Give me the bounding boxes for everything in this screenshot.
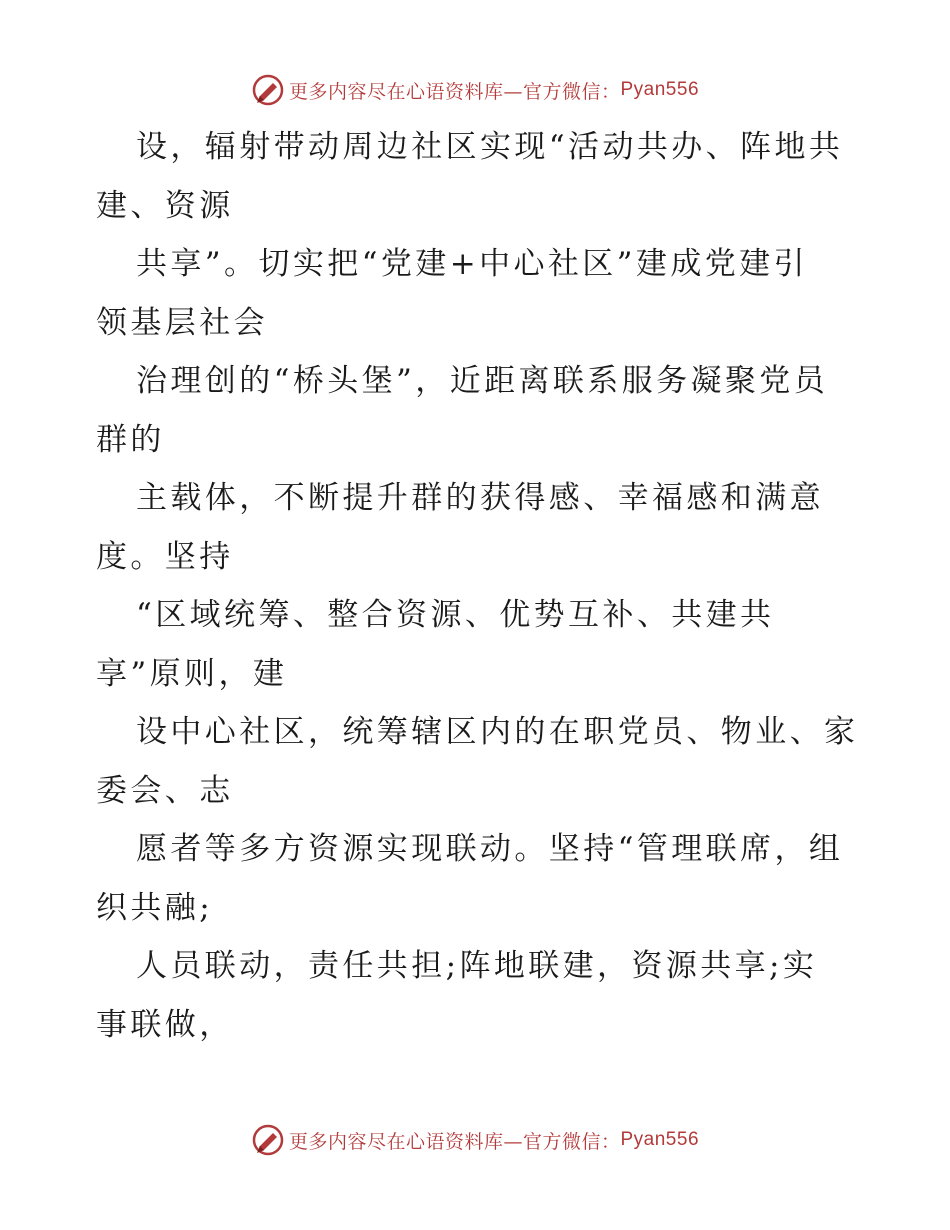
footer-watermark [0,1120,950,1160]
text-line: 人员联动，责任共担;阵地联建，资源共享;实 [136,948,818,984]
text-line: 设中心社区，统筹辖区内的在职党员、物业、家 [136,714,859,750]
text-line: 建、资源 [96,187,234,224]
text-line: 治理创的“桥头堡”，近距离联系服务凝聚党员 [136,363,829,399]
pen-logo-icon [251,73,285,107]
text-line: “区域统筹、整合资源、优势互补、共建共 [136,597,775,633]
text-line: 主载体，不断提升群的获得感、幸福感和满意 [136,480,824,516]
text-line: 设，辐射带动周边社区实现“活动共办、阵地共 [136,129,844,165]
header-watermark [0,70,950,110]
text-line: 度。坚持 [96,538,234,575]
document-body [96,118,866,1054]
text-line: 领基层社会 [96,304,268,341]
text-line: 事联做， [96,1006,234,1043]
pen-logo-icon [251,1123,285,1157]
text-line: 享”原则，建 [96,655,288,692]
text-line: 委会、志 [96,772,234,809]
watermark-wechat-id: Pyan556 [620,1129,700,1150]
text-line: 愿者等多方资源实现联动。坚持“管理联席，组 [136,831,844,867]
watermark-text: 更多内容尽在心语资料库—官方微信： [288,1130,621,1153]
text-line: 织共融; [96,889,214,926]
text-line: 共享”。切实把“党建+中心社区”建成党建引 [136,246,808,282]
watermark-text: 更多内容尽在心语资料库—官方微信： [288,80,621,103]
watermark-wechat-id: Pyan556 [620,79,700,100]
text-line: 群的 [96,421,165,458]
